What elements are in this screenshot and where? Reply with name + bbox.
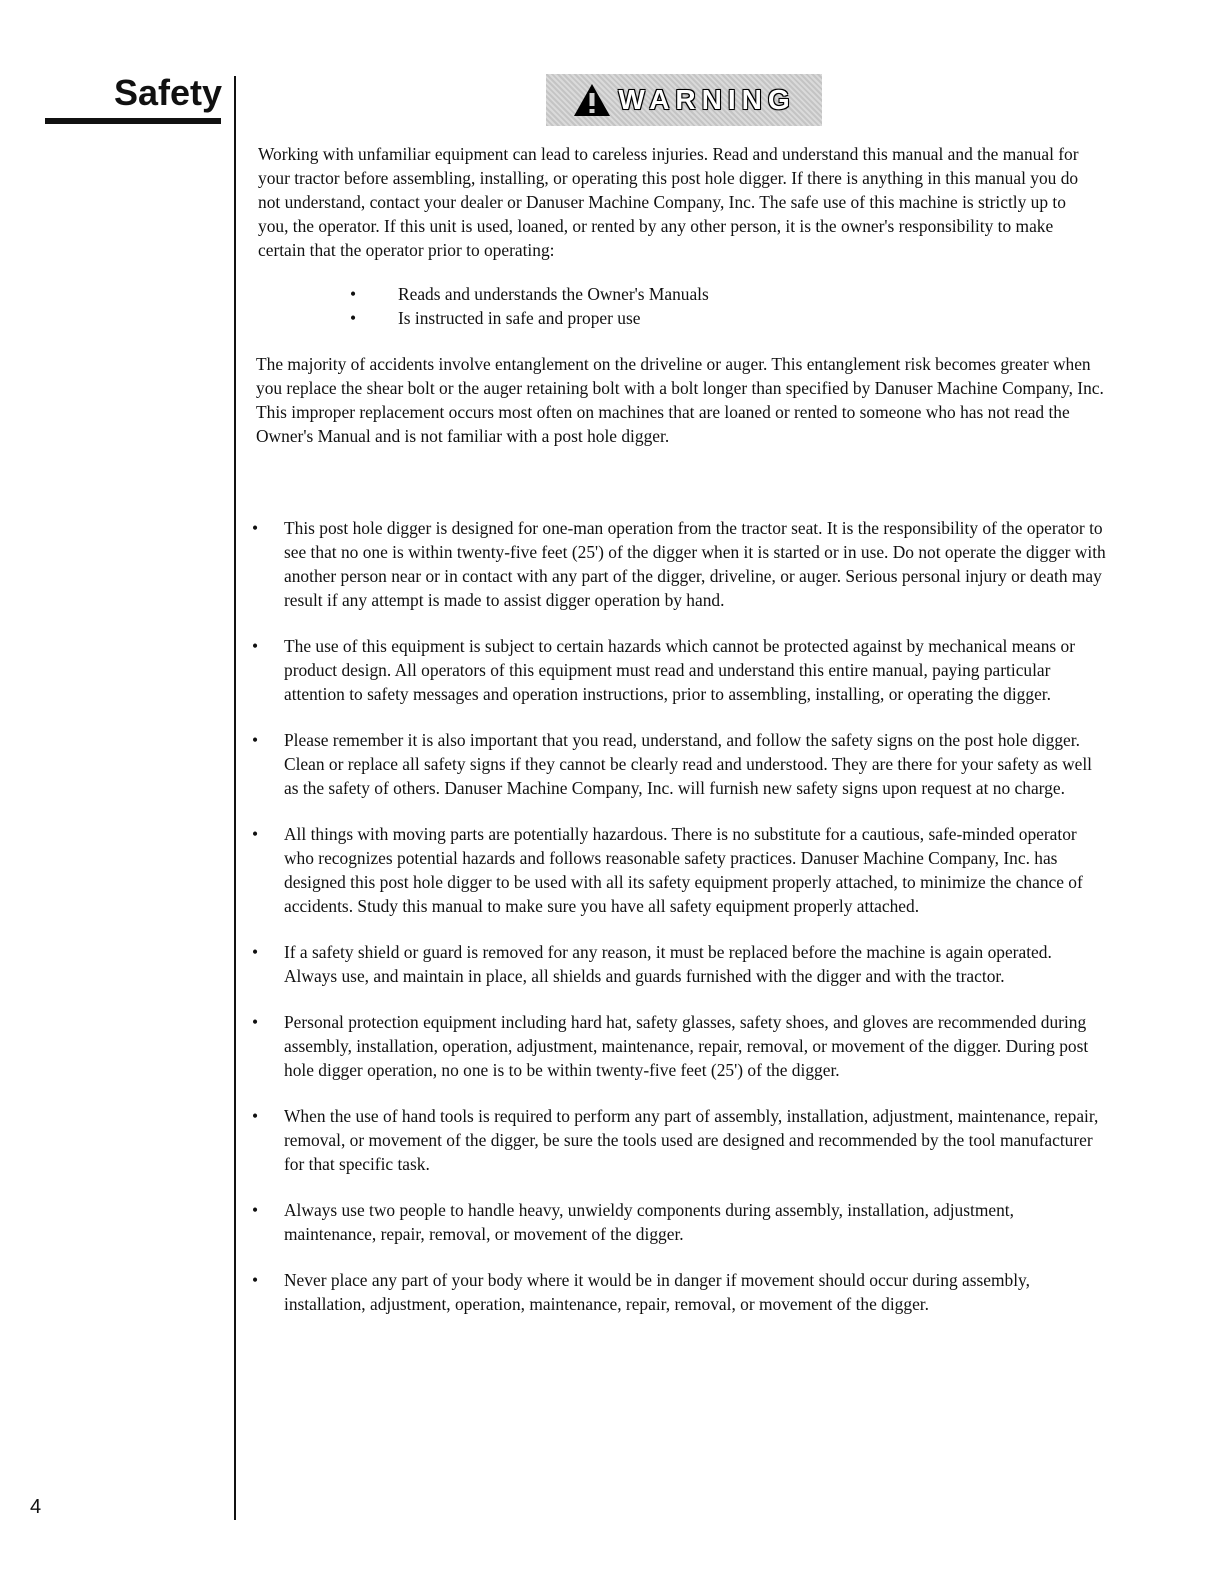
page-number: 4 [30,1496,42,1518]
list-item: • When the use of hand tools is required to perform any part of assembly, installation, adjustment, maintenance, repair, removal, or movement of the digger, be sure the tools used are designed and recommended by the tool manufacturer for that specific task. [248,1104,1108,1176]
list-item: • Reads and understands the Owner's Manuals [350,282,709,306]
title-underline [45,118,221,124]
warning-banner [546,74,822,126]
list-item: • If a safety shield or guard is removed for any reason, it must be replaced before the machine is again operated. Always use, and maintain in place, all shields and guards furnished with the digger and with the tractor. [248,940,1108,988]
list-item: • This post hole digger is designed for one-man operation from the tractor seat. It is the responsibility of the operator to see that no one is within twenty-five feet (25') of the digger when it is started or in use. Do not operate the digger with another person near or in contact with any part of the digger, driveline, or auger. Serious personal injury or death may result if any attempt is made to assist digger operation by hand. [248,516,1108,612]
list-item: • Please remember it is also important that you read, understand, and follow the safety signs on the post hole digger. Clean or replace all safety signs if they cannot be clearly read and understood. They are there for your safety as well as the safety of others. Danuser Machine Company, Inc. will furnish new safety signs upon request at no charge. [248,728,1108,800]
warning-label: WARNING [618,84,796,115]
intro-paragraph: Working with unfamiliar equipment can lead to careless injuries. Read and understand this manual and the manual for your tractor before assembling, installing, or operating this post hole digger. If there is anything in this manual you do not understand, contact your dealer or Danuser Machine Company, Inc. The safe use of this machine is strictly up to you, the operator. If this unit is used, loaned, or rented by any other person, it is the owner's responsibility to make certain that the operator prior to operating: [258,144,1079,260]
list-item: • All things with moving parts are potentially hazardous. There is no substitute for a cautious, safe-minded operator who recognizes potential hazards and follows reasonable safety practices. Danuser Machine Company, Inc. has designed this post hole digger to be used with all its safety equipment properly attached, to minimize the chance of accidents. Study this manual to make sure you have all safety equipment properly attached. [248,822,1108,918]
list-item: • The use of this equipment is subject to certain hazards which cannot be protected against by mechanical means or product design. All operators of this equipment must read and understand this entire manual, paying particular attention to safety messages and operation instructions, prior to assembling, installing, or operating the digger. [248,634,1108,706]
list-item: • Always use two people to handle heavy, unwieldy components during assembly, installation, adjustment, maintenance, repair, removal, or movement of the digger. [248,1198,1108,1246]
list-item: • Never place any part of your body where it would be in danger if movement should occur during assembly, installation, adjustment, operation, maintenance, repair, removal, or movement of the digger. [248,1268,1108,1316]
list-item: • Is instructed in safe and proper use [350,306,709,330]
list-item: • Personal protection equipment including hard hat, safety glasses, safety shoes, and gloves are recommended during assembly, installation, operation, adjustment, maintenance, repair, removal, or movement of the digger. During post hole digger operation, no one is to be within twenty-five feet (25') of the digger. [248,1010,1108,1082]
entanglement-paragraph: The majority of accidents involve entanglement on the driveline or auger. This entanglement risk becomes greater when you replace the shear bolt or the auger retaining bolt with a bolt longer than specified by Danuser Machine Company, Inc. This improper replacement occurs most often on machines that are loaned or rented to someone who has not read the Owner's Manual and is not familiar with a post hole digger. [256,354,1104,446]
section-title: Safety [113,72,222,113]
operator-requirements-list [350,282,709,330]
warning-triangle-icon [572,82,612,118]
safety-items-list [248,516,1108,1338]
margin-divider [234,76,236,1520]
